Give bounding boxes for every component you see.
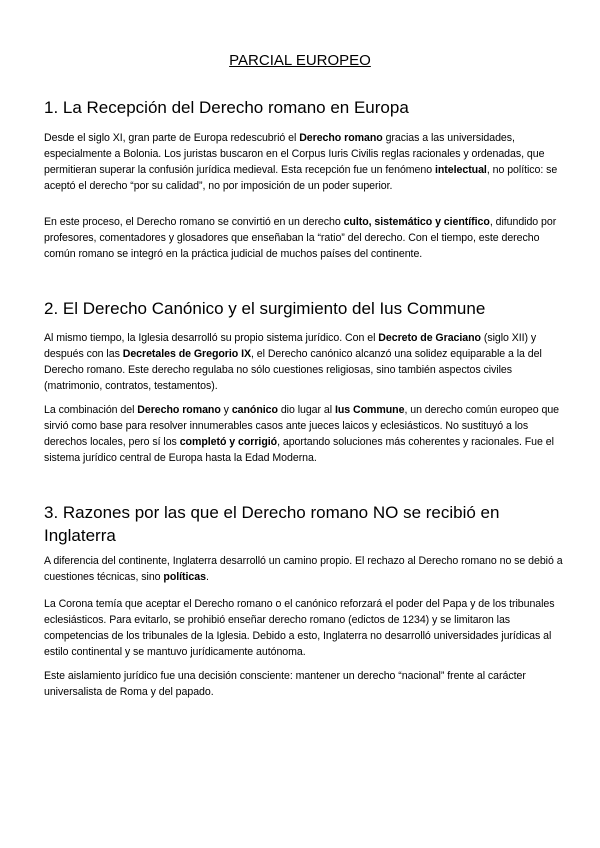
section-3-paragraph-3 [44,668,564,700]
text-run: , el Derecho canónico alcanzó una solidez equiparable a la del Derecho romano. Este derecho regulaba no sólo cuestiones religiosas, sino también aspectos civiles (matrimonio, contratos, testamentos). [44,348,542,392]
text-run: Desde el siglo XI, gran parte de Europa redescubrió el [44,132,300,144]
text-run: (siglo XII) y después con las [44,332,537,360]
text-run: Este aislamiento jurídico fue una decisión consciente: mantener un derecho “nacional” frente al carácter universalista de Roma y del papado. [44,670,526,698]
bold-text-run: culto, sistemático y científico [343,216,490,228]
section-3-paragraph-1 [44,553,564,585]
text-run: Al mismo tiempo, la Iglesia desarrolló su propio sistema jurídico. Con el [44,332,379,344]
text-run: dio lugar al [277,404,335,416]
bold-text-run: Ius Commune [334,404,405,416]
text-run: La combinación del [44,404,138,416]
bold-text-run: canónico [231,404,278,416]
bold-text-run: políticas [163,571,206,583]
section-3-heading: 3. Razones por las que el Derecho romano NO se recibió en Inglaterra [44,503,500,545]
bold-text-run: Decretales de Gregorio IX [122,348,251,360]
section-1-heading: 1. La Recepción del Derecho romano en Europa [44,98,409,117]
bold-text-run: intelectual [434,164,487,176]
bold-text-run: Derecho romano [137,404,221,416]
text-run: A diferencia del continente, Inglaterra desarrolló un camino propio. El rechazo al Derecho romano no se debió a cuestiones técnicas, sino [44,555,563,583]
text-run: , difundido por profesores, comentadores y glosadores que enseñaban la “ratio” del derecho. Con el tiempo, este derecho común romano se integró en la práctica judicial de muchos países del continente. [44,216,557,260]
section-3-paragraph-2 [44,596,564,660]
section-2-paragraph-1 [44,330,564,394]
bold-text-run: Derecho romano [299,132,383,144]
text-run: gracias a las universidades, especialmente a Bolonia. Los juristas buscaron en el Corpus Iuris Civilis reglas racionales y ordenadas, que permitieran superar la confusión jurídica medieval. Esta recepción fue un fenómeno [44,132,545,176]
section-2-heading: 2. El Derecho Canónico y el surgimiento del Ius Commune [44,299,486,318]
text-run: y [220,404,232,416]
text-run: , no político: se aceptó el derecho “por su calidad”, no por imposición de un poder superior. [44,164,558,192]
text-run: , aportando soluciones más coherentes y racionales. Fue el sistema jurídico central de Europa hasta la Edad Moderna. [44,436,554,464]
section-2-paragraph-2 [44,402,564,466]
section-1-paragraph-2 [44,214,564,262]
text-run: , un derecho común europeo que sirvió como base para resolver innumerables casos ante jueces laicos y eclesiásticos. No sustituyó a los derechos locales, pero sí los [44,404,560,448]
bold-text-run: completó y corrigió [179,436,278,448]
text-run: En este proceso, el Derecho romano se convirtió en un derecho [44,216,344,228]
text-run: . [205,571,209,583]
document-title: PARCIAL EUROPEO [229,52,371,69]
bold-text-run: Decreto de Graciano [378,332,481,344]
text-run: La Corona temía que aceptar el Derecho romano o el canónico reforzará el poder del Papa y de los tribunales eclesiásticos. Para evitarlo, se prohibió enseñar derecho romano (edictos de 1234) y se limitaron las competencias de los tribunales de la Iglesia. Debido a esto, Inglaterra no desarrolló universidades jurídicas al estilo continental y se mantuvo jurídicamente autónoma. [44,598,555,658]
section-1-paragraph-1 [44,130,564,194]
